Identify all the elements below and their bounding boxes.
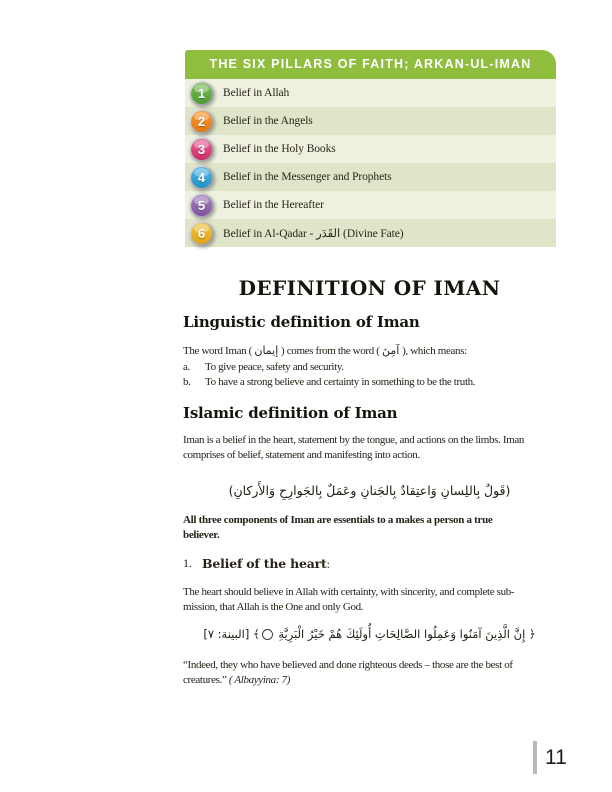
list-item	[183, 375, 530, 390]
pillar-number: 3	[197, 141, 206, 157]
islamic-definition-heading: Islamic definition of Iman	[183, 404, 398, 422]
heading-text: Belief of the heart	[202, 556, 327, 571]
verse-text: ﴿ إِنَّ الَّذِينَ آمَنُوا وَعَمِلُوا الصَّالِحَاتِ أُولَئِكَ هُمْ خَيْرُ الْبَرِيَّةِ	[274, 627, 536, 641]
page-number-divider	[533, 741, 537, 774]
islamic-definition-paragraph: Iman is a belief in the heart, statement by the tongue, and actions on the limbs. Iman comprises of belief, statement and manifesting into action.	[183, 434, 525, 461]
pillar-number: 6	[197, 225, 206, 241]
pillar-number: 4	[197, 169, 206, 185]
linguistic-meaning-list	[183, 360, 530, 389]
arabic-word-iman: إيمان	[254, 344, 279, 357]
verse-translation-quote	[183, 658, 530, 687]
page-content	[183, 0, 556, 792]
heading-colon: :	[326, 557, 330, 571]
list-item-text: To have a strong believe and certainty in something to be the truth.	[205, 375, 476, 388]
quote-text: “Indeed, they who have believed and done righteous deeds – those are the best of creatures.”	[183, 659, 513, 686]
intro-text: ), which means:	[399, 345, 467, 357]
pillar-number: 2	[197, 113, 206, 129]
belief-of-heart-paragraph: The heart should believe in Allah with certainty, with sincerity, and complete sub-mission, that Allah is the One and only God.	[183, 586, 515, 613]
quran-verse-arabic	[183, 627, 556, 641]
pillar-number: 5	[197, 197, 206, 213]
pillar-label: Belief in the Holy Books	[223, 143, 336, 155]
pillar-label: Belief in the Messenger and Prophets	[223, 171, 392, 183]
list-marker: b.	[183, 375, 191, 388]
pillar-number: 1	[197, 85, 206, 101]
pillar-label: Belief in the Hereafter	[223, 199, 324, 211]
intro-text: ) comes from the word (	[278, 345, 383, 357]
belief-of-heart-heading	[183, 556, 530, 572]
quote-reference: ( Albayyina: 7)	[228, 673, 291, 686]
linguistic-definition-heading: Linguistic definition of Iman	[183, 313, 420, 331]
islamic-definition-arabic-line: (قَولٌ بِاللِسانِ وَاعتِقادٌ بِالجَنانِ وعَمَلٌ بِالجَوارِحِ وَالأَركانِ)	[228, 483, 511, 498]
pillar-label: Belief in Al-Qadar - القَدَر (Divine Fate)	[223, 228, 404, 240]
page-number: 11	[545, 745, 567, 769]
page-number-block	[533, 741, 567, 774]
linguistic-intro-paragraph	[183, 344, 530, 359]
heading-number: 1.	[183, 556, 192, 570]
verse-reference: ﴾ [البينة: ٧]	[203, 627, 260, 641]
section-title: DEFINITION OF IMAN	[238, 276, 501, 300]
ayah-end-marker	[262, 629, 273, 640]
iman-components-emphasis: All three components of Iman are essentials to a makes a person a true believer.	[183, 514, 493, 541]
pillar-label: Belief in Allah	[223, 87, 290, 99]
six-pillars-title: THE SIX PILLARS OF FAITH; ARKAN-UL-IMAN	[185, 50, 556, 79]
arabic-word-amana: آمِنَ	[382, 344, 400, 357]
list-item	[183, 360, 530, 375]
list-marker: a.	[183, 361, 190, 373]
list-item-text: To give peace, safety and security.	[205, 361, 344, 373]
intro-text: The word Iman (	[183, 345, 255, 357]
pillar-label: Belief in the Angels	[223, 115, 313, 127]
